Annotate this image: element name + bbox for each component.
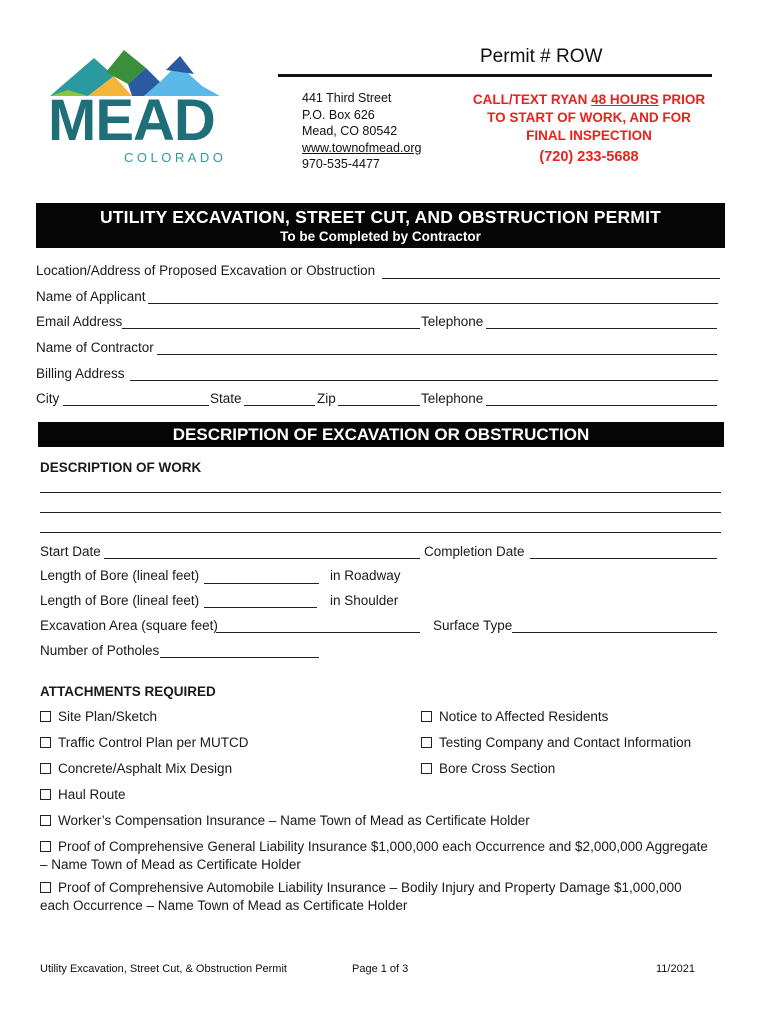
potholes-label: Number of Potholes [40, 643, 160, 658]
website-link[interactable]: www.townofmead.org [302, 140, 422, 155]
state-field[interactable] [244, 405, 315, 406]
bore-roadway-label: Length of Bore (lineal feet) [40, 568, 200, 583]
completion-date-label: Completion Date [424, 544, 525, 559]
auto-liability-label-2: each Occurrence – Name Town of Mead as Certificate Holder [40, 898, 408, 913]
town-phone: 970-535-4477 [302, 157, 380, 171]
zip-label: Zip [317, 391, 336, 406]
applicant-label: Name of Applicant [36, 289, 146, 304]
checkbox-icon[interactable] [421, 711, 432, 722]
footer-page: Page 1 of 3 [352, 963, 409, 975]
potholes-field[interactable] [160, 657, 319, 658]
notice-line3: FINAL INSPECTION [526, 128, 652, 143]
telephone2-field[interactable] [486, 405, 717, 406]
notice-line2: TO START OF WORK, AND FOR [487, 110, 691, 125]
notice-line1a: CALL/TEXT RYAN [472, 92, 592, 107]
site-plan-item[interactable] [40, 709, 157, 724]
haul-item[interactable] [40, 787, 126, 802]
permit-title-banner [36, 203, 725, 248]
checkbox-icon[interactable] [40, 841, 51, 852]
traffic-item[interactable] [40, 735, 249, 750]
permit-number-label: Permit # ROW [480, 46, 603, 67]
bore-shoulder-label: Length of Bore (lineal feet) [40, 593, 200, 608]
completion-date-field[interactable] [530, 558, 717, 559]
checkbox-icon[interactable] [40, 789, 51, 800]
concrete-item[interactable] [40, 761, 232, 776]
footer-title: Utility Excavation, Street Cut, & Obstruction Permit [40, 963, 287, 975]
general-liability-item[interactable] [40, 839, 708, 854]
town-address [302, 90, 422, 173]
general-liability-label: Proof of Comprehensive General Liability Insurance $1,000,000 each Occurrence and $2,000,000 Aggregate [58, 839, 708, 854]
concrete-label: Concrete/Asphalt Mix Design [58, 761, 233, 776]
checkbox-icon[interactable] [40, 711, 51, 722]
logo-subtext: COLORADO [124, 150, 227, 165]
checkbox-icon[interactable] [40, 882, 51, 893]
surface-type-label: Surface Type [433, 618, 513, 633]
city-label: City [36, 391, 60, 406]
zip-field[interactable] [338, 405, 420, 406]
address-line-1: 441 Third Street [302, 91, 392, 105]
address-line-2: P.O. Box 626 [302, 107, 375, 122]
surface-type-field[interactable] [512, 632, 717, 633]
workers-comp-item[interactable] [40, 813, 530, 828]
work-line-2[interactable] [40, 512, 721, 513]
applicant-field[interactable] [148, 303, 718, 304]
bore-cross-label: Bore Cross Section [439, 761, 556, 776]
notice-48hours: 48 HOURS [591, 92, 659, 107]
inspection-notice [456, 91, 722, 166]
checkbox-icon[interactable] [421, 737, 432, 748]
in-roadway-label: in Roadway [330, 568, 401, 583]
bore-shoulder-field[interactable] [204, 607, 317, 608]
checkbox-icon[interactable] [421, 763, 432, 774]
auto-liability-item[interactable] [40, 880, 682, 895]
city-field[interactable] [63, 405, 209, 406]
telephone2-label: Telephone [421, 391, 484, 406]
work-line-1[interactable] [40, 492, 721, 493]
billing-label: Billing Address [36, 366, 125, 381]
auto-liability-label: Proof of Comprehensive Automobile Liability Insurance – Bodily Injury and Property Damage $1,000,000 [58, 880, 682, 895]
email-label: Email Address [36, 314, 123, 329]
traffic-label: Traffic Control Plan per MUTCD [58, 735, 249, 750]
start-date-label: Start Date [40, 544, 101, 559]
address-line-3: Mead, CO 80542 [302, 124, 398, 138]
excavation-area-label: Excavation Area (square feet) [40, 618, 218, 633]
bore-cross-item[interactable] [421, 761, 555, 776]
telephone-label: Telephone [421, 314, 484, 329]
bore-roadway-field[interactable] [204, 583, 319, 584]
email-field[interactable] [122, 328, 420, 329]
logo-text: MEAD [48, 88, 215, 153]
notice-residents-item[interactable] [421, 709, 608, 724]
work-line-3[interactable] [40, 532, 721, 533]
testing-label: Testing Company and Contact Information [439, 735, 692, 750]
in-shoulder-label: in Shoulder [330, 593, 399, 608]
permit-title: UTILITY EXCAVATION, STREET CUT, AND OBSTRUCTION PERMIT [99, 207, 662, 227]
testing-item[interactable] [421, 735, 691, 750]
location-label: Location/Address of Proposed Excavation or Obstruction [36, 263, 376, 278]
notice-line1b: PRIOR [658, 92, 706, 107]
contractor-label: Name of Contractor [36, 340, 154, 355]
description-banner: DESCRIPTION OF EXCAVATION OR OBSTRUCTION [38, 422, 724, 447]
permit-rule [278, 74, 712, 77]
site-plan-label: Site Plan/Sketch [58, 709, 158, 724]
telephone-field[interactable] [486, 328, 717, 329]
checkbox-icon[interactable] [40, 815, 51, 826]
attachments-heading: ATTACHMENTS REQUIRED [40, 684, 216, 699]
permit-subtitle: To be Completed by Contractor [280, 229, 481, 244]
checkbox-icon[interactable] [40, 737, 51, 748]
general-liability-label-2: – Name Town of Mead as Certificate Holder [40, 857, 301, 872]
footer-date: 11/2021 [656, 963, 695, 975]
haul-label: Haul Route [58, 787, 126, 802]
excavation-area-field[interactable] [216, 632, 420, 633]
contractor-field[interactable] [157, 354, 717, 355]
mead-logo [48, 44, 228, 168]
notice-residents-label: Notice to Affected Residents [439, 709, 609, 724]
workers-comp-label: Worker’s Compensation Insurance – Name Town of Mead as Certificate Holder [58, 813, 530, 828]
start-date-field[interactable] [104, 558, 420, 559]
notice-phone: (720) 233-5688 [539, 149, 639, 165]
state-label: State [210, 391, 242, 406]
billing-field[interactable] [130, 380, 718, 381]
location-field[interactable] [382, 278, 720, 279]
checkbox-icon[interactable] [40, 763, 51, 774]
work-heading: DESCRIPTION OF WORK [40, 460, 202, 475]
